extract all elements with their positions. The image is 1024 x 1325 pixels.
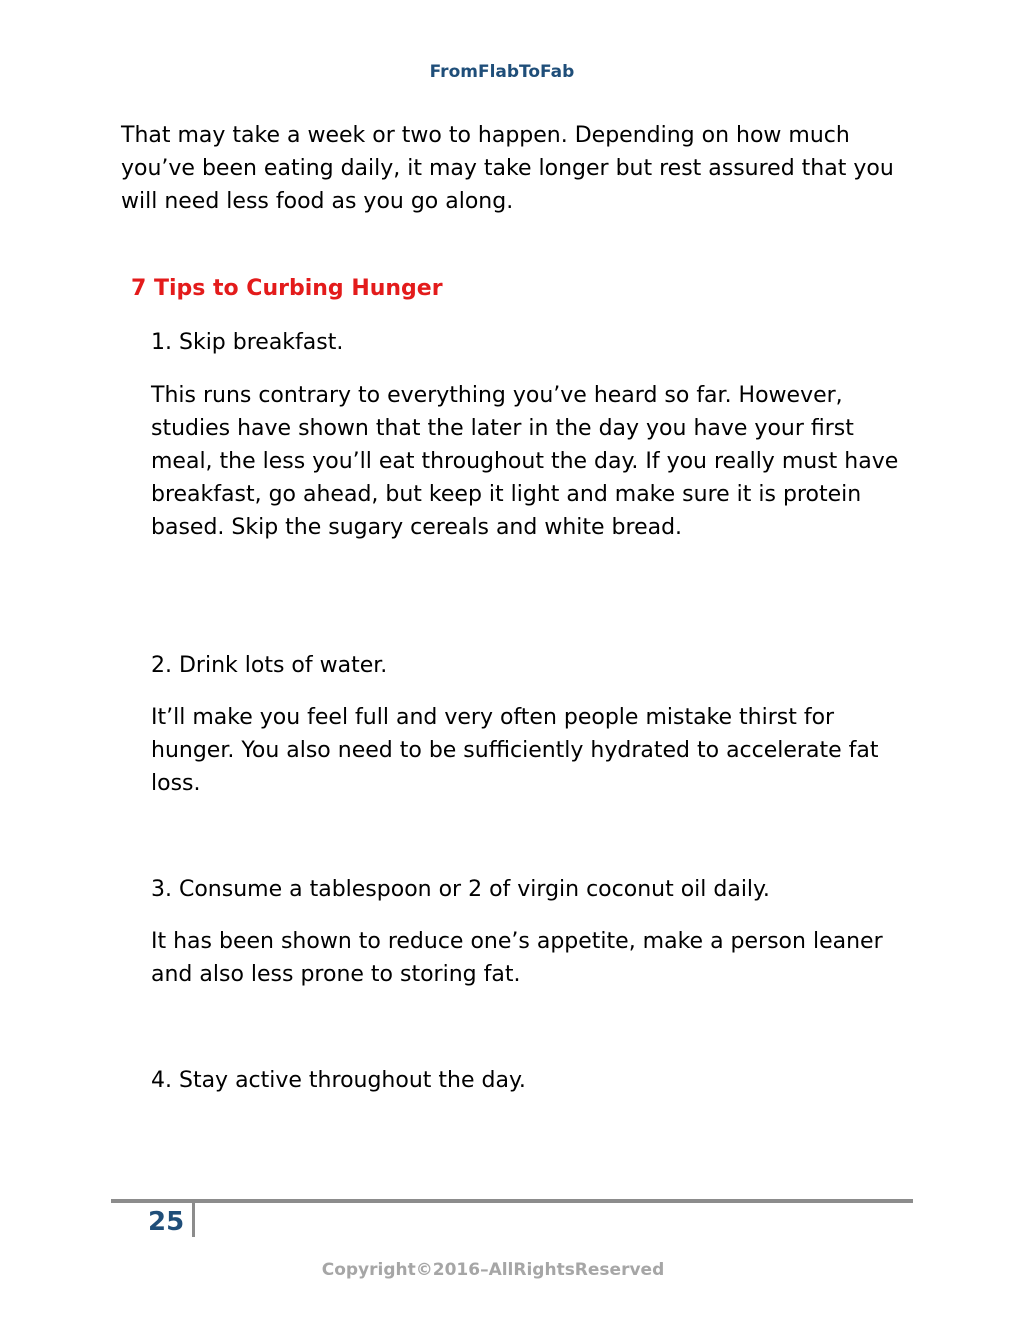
tip-1-body: This runs contrary to everything you’ve heard so far. However, studies have shown that the later in the day you have your first meal, the less you’ll eat throughout the day. If you really must have breakfast, go ahead, but keep it light and make sure it is protein based. Skip the sugary cereals and white bread. — [151, 383, 899, 540]
page-number-separator — [192, 1203, 195, 1237]
intro-paragraph: That may take a week or two to happen. Depending on how much you’ve been eating daily, it may take longer but rest assured that you will need less food as you go along. — [121, 123, 894, 214]
tip-3-body: It has been shown to reduce one’s appetite, make a person leaner and also less prone to storing fat. — [151, 929, 883, 987]
section-title: 7 Tips to Curbing Hunger — [131, 276, 443, 301]
running-header: FromFlabToFab — [429, 62, 575, 82]
tip-1-heading: 1. Skip breakfast. — [151, 330, 344, 355]
page-number: 25 — [148, 1207, 185, 1237]
tip-4-heading: 4. Stay active throughout the day. — [151, 1068, 526, 1093]
footer-rule — [111, 1199, 913, 1203]
tip-2-heading: 2. Drink lots of water. — [151, 653, 388, 678]
tip-3-heading: 3. Consume a tablespoon or 2 of virgin coconut oil daily. — [151, 877, 770, 902]
copyright-footer: Copyright©2016–AllRightsReserved — [321, 1260, 665, 1280]
tip-2-body: It’ll make you feel full and very often people mistake thirst for hunger. You also need to be sufficiently hydrated to accelerate fat loss. — [151, 705, 879, 796]
